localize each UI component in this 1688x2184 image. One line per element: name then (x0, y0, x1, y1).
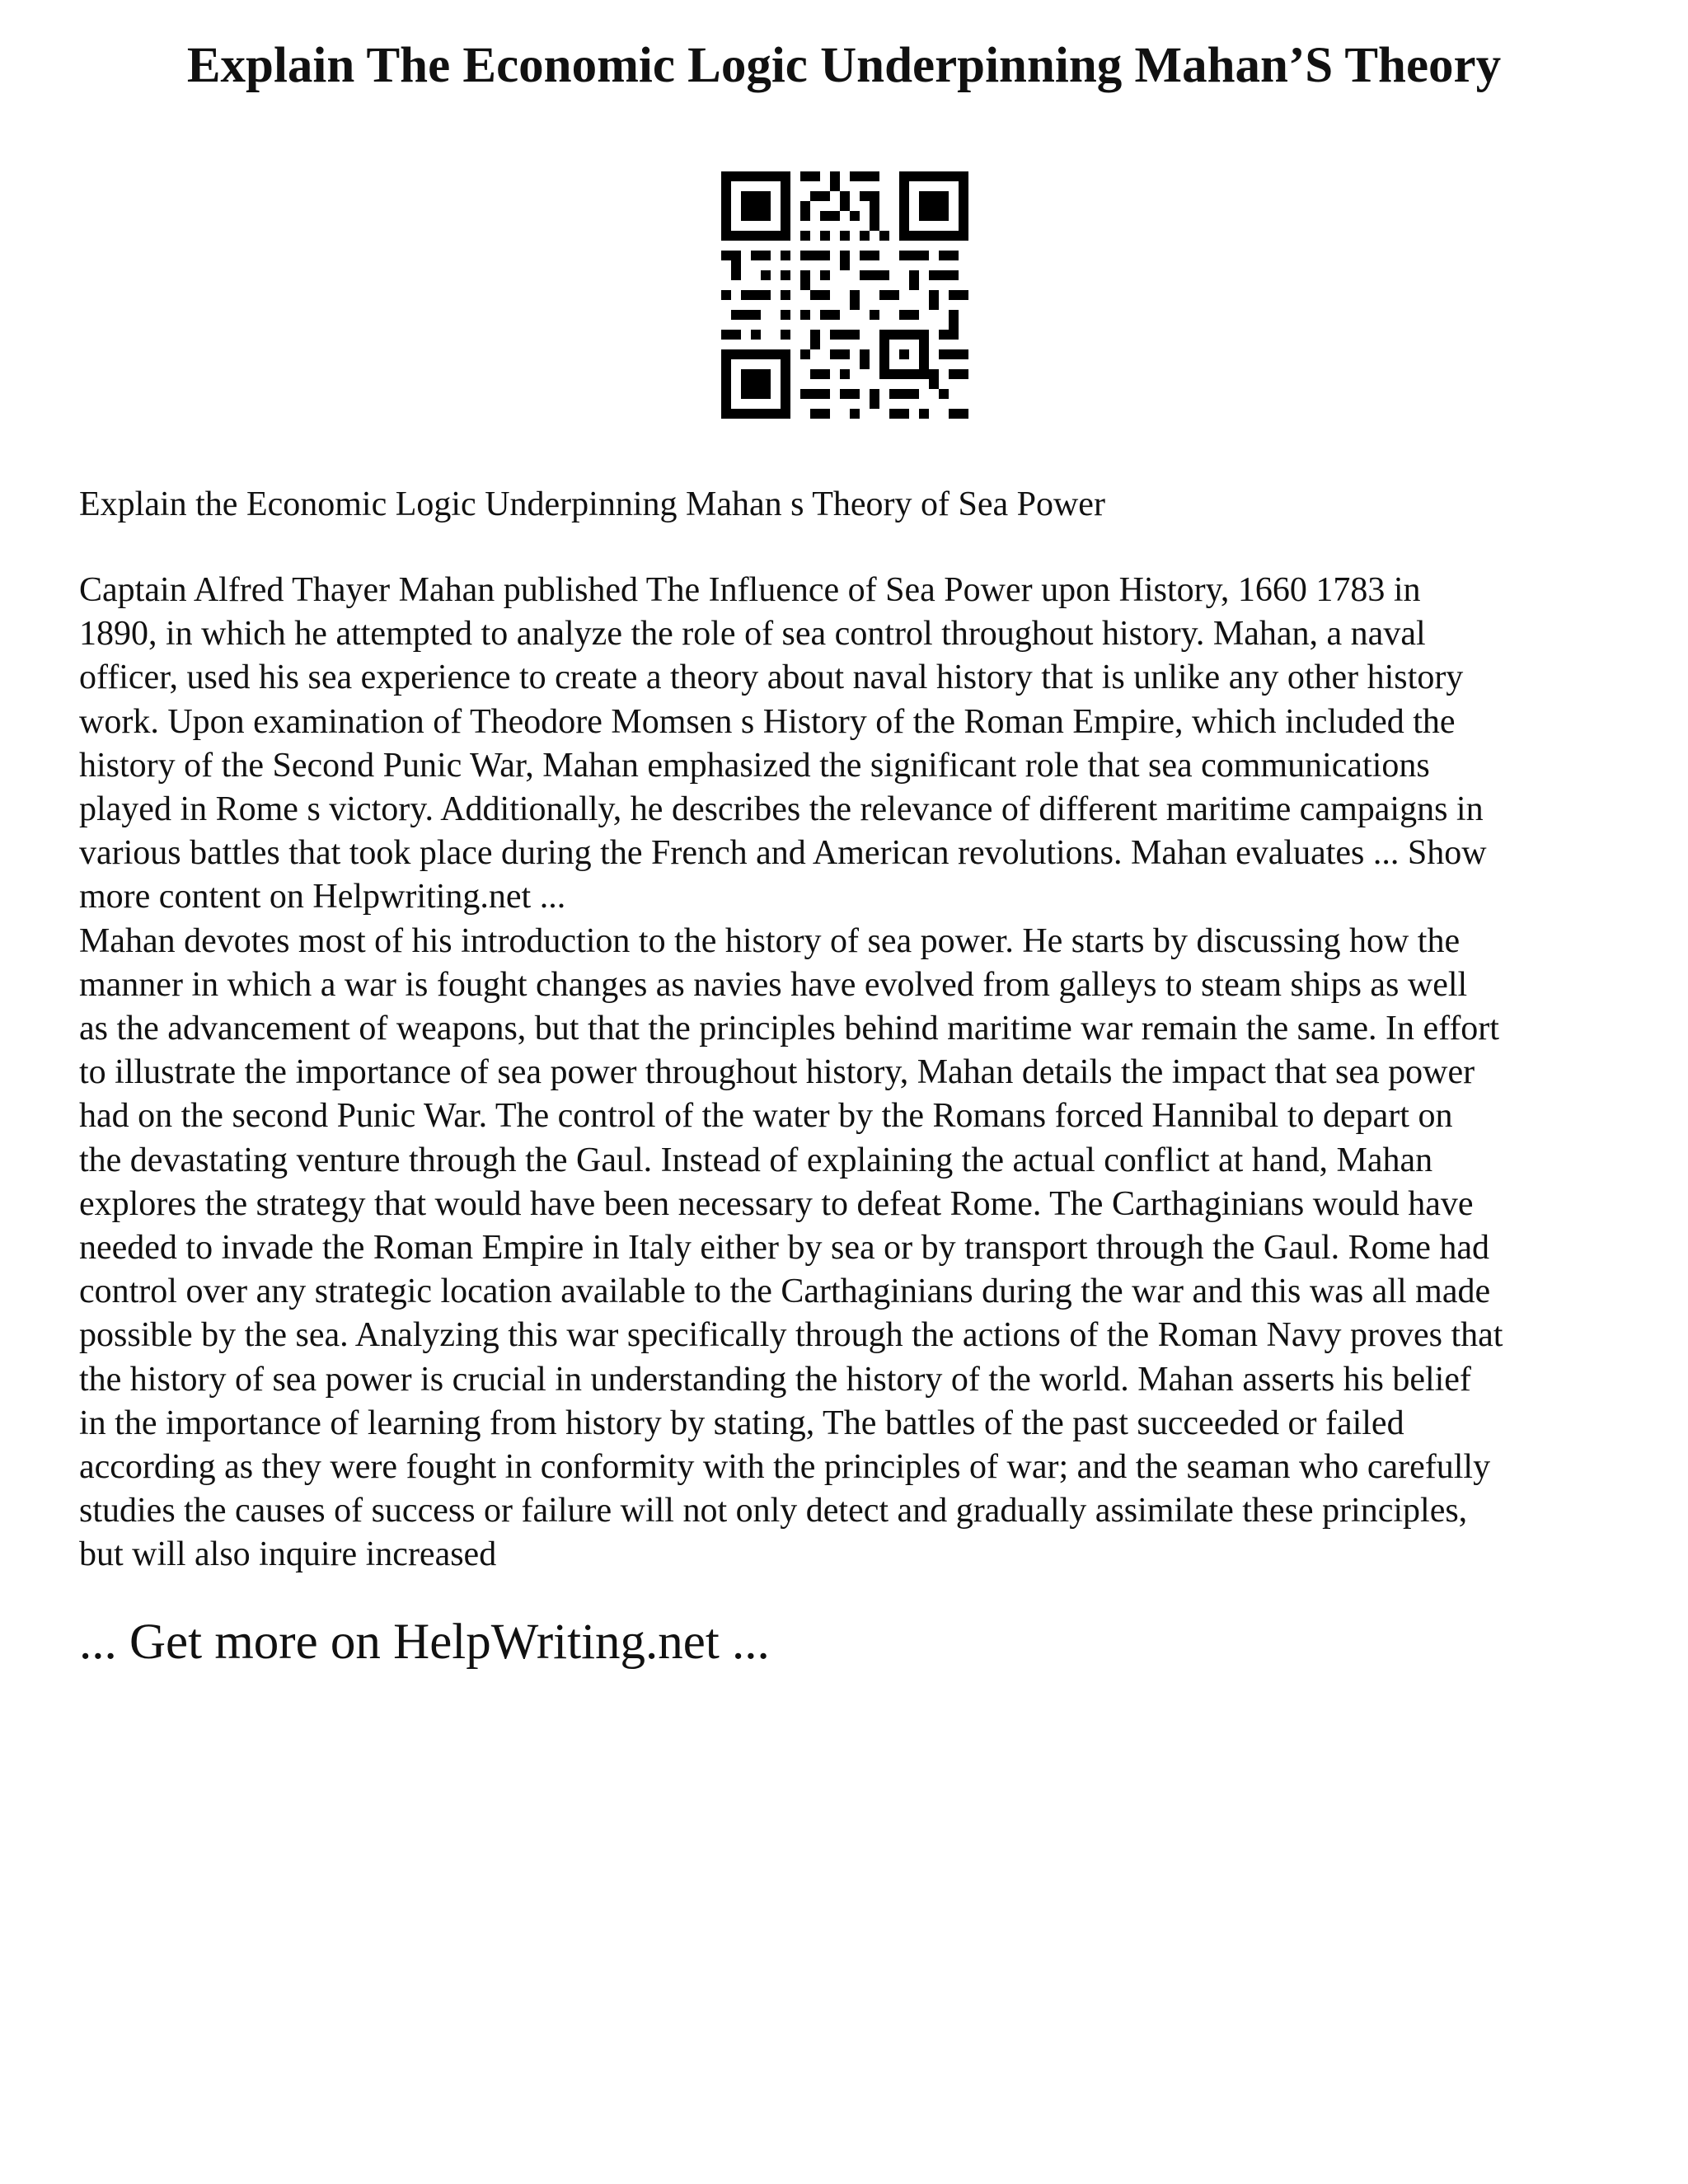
body-line: officer, used his sea experience to create a theory about naval history that is unlike any other history (79, 658, 1464, 697)
body-line: work. Upon examination of Theodore Momsen s History of the Roman Empire, which included the (79, 702, 1456, 741)
body-line: more content on Helpwriting.net ... (79, 878, 566, 916)
body-line: in the importance of learning from history by stating, The battles of the past succeeded or failed (79, 1404, 1404, 1442)
get-more-link[interactable]: ... Get more on HelpWriting.net ... (79, 1615, 770, 1670)
body-line: control over any strategic location available to the Carthaginians during the war and this was all made (79, 1272, 1491, 1311)
body-text (79, 569, 1629, 1577)
body-line: the devastating venture through the Gaul. Instead of explaining the actual conflict at hand, Mahan (79, 1141, 1433, 1179)
body-line: as the advancement of weapons, but that the principles behind maritime war remain the same. In effort (79, 1010, 1499, 1048)
body-line: manner in which a war is fought changes as navies have evolved from galleys to steam ships as well (79, 965, 1468, 1004)
body-line: history of the Second Punic War, Mahan emphasized the significant role that sea communications (79, 746, 1430, 785)
body-line: to illustrate the importance of sea power throughout history, Mahan details the impact that sea power (79, 1053, 1475, 1092)
body-line: played in Rome s victory. Additionally, he describes the relevance of different maritime campaigns in (79, 790, 1484, 829)
document-subtitle: Explain the Economic Logic Underpinning Mahan s Theory of Sea Power (79, 485, 1105, 523)
page-title: Explain The Economic Logic Underpinning Mahan’S Theory (186, 38, 1502, 93)
body-line: according as they were fought in conformity with the principles of war; and the seaman who carefully (79, 1448, 1491, 1487)
body-line: but will also inquire increased (79, 1535, 497, 1574)
body-line: needed to invade the Roman Empire in Italy either by sea or by transport through the Gaul. Rome had (79, 1229, 1490, 1268)
body-line: various battles that took place during the French and American revolutions. Mahan evaluates ... Show (79, 834, 1487, 873)
body-line: possible by the sea. Analyzing this war specifically through the actions of the Roman Navy proves that (79, 1316, 1503, 1355)
body-line: 1890, in which he attempted to analyze the role of sea control throughout history. Mahan, a naval (79, 615, 1426, 654)
body-line: Mahan devotes most of his introduction to the history of sea power. He starts by discussing how the (79, 921, 1461, 960)
body-line: had on the second Punic War. The control of the water by the Romans forced Hannibal to depart on (79, 1097, 1453, 1136)
body-line: explores the strategy that would have been necessary to defeat Rome. The Carthaginians would have (79, 1184, 1474, 1223)
qr-code-icon (721, 171, 968, 419)
body-line: the history of sea power is crucial in understanding the history of the world. Mahan asserts his belief (79, 1360, 1471, 1399)
body-line: Captain Alfred Thayer Mahan published The Influence of Sea Power upon History, 1660 1783 in (79, 571, 1421, 609)
body-line: studies the causes of success or failure will not only detect and gradually assimilate these principles, (79, 1492, 1468, 1530)
